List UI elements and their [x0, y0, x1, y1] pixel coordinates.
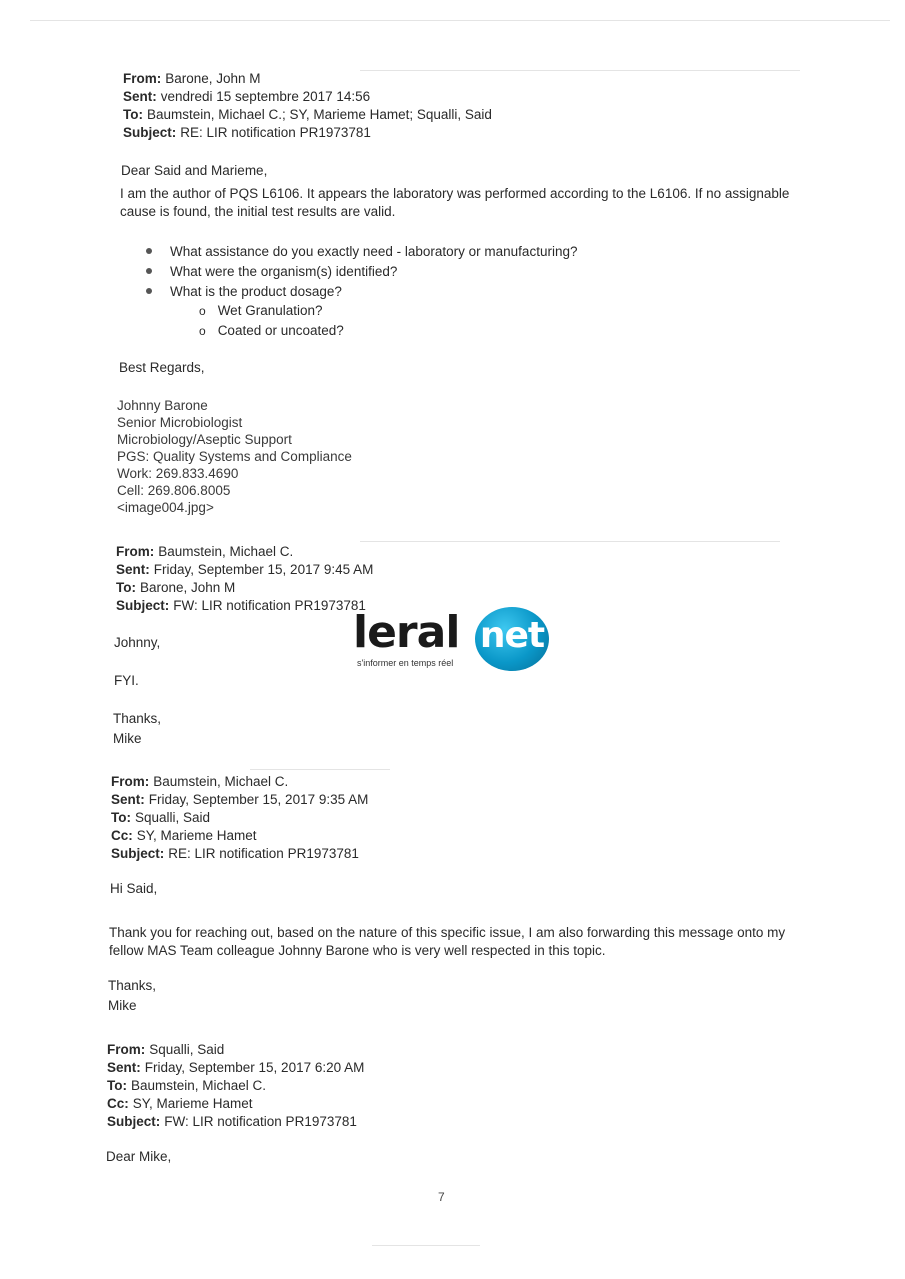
- email4-subject-line: [107, 1113, 364, 1131]
- email1-bullet-3: [146, 283, 342, 301]
- signature-cell-phone: Cell: 269.806.8005: [117, 483, 231, 498]
- email4-subject: FW: LIR notification PR1973781: [164, 1114, 357, 1129]
- email2-from: Baumstein, Michael C.: [158, 544, 294, 559]
- separator-line: [250, 769, 390, 770]
- email2-to: Barone, John M: [140, 580, 236, 595]
- email1-to-line: [123, 106, 492, 124]
- logo-tagline: s'informer en temps réel: [357, 658, 454, 668]
- email2-to-line: [116, 579, 373, 597]
- email3-header: [111, 773, 368, 863]
- from-label: From:: [116, 544, 155, 559]
- sent-label: Sent:: [116, 562, 150, 577]
- to-label: To:: [111, 810, 131, 825]
- subject-label: Subject:: [111, 846, 165, 861]
- from-label: From:: [123, 71, 162, 86]
- leral-logo-watermark: [353, 605, 553, 675]
- email4-header: [107, 1041, 364, 1131]
- email1-greeting: Dear Said and Marieme,: [121, 163, 268, 178]
- email3-cc: SY, Marieme Hamet: [136, 828, 257, 843]
- sent-label: Sent:: [107, 1060, 141, 1075]
- subject-label: Subject:: [123, 125, 177, 140]
- email1-bullet-2: [146, 263, 397, 281]
- to-label: To:: [107, 1078, 127, 1093]
- email1-bullet-1: [146, 243, 577, 261]
- sub-bullet-text: Coated or uncoated?: [217, 323, 344, 338]
- email2-sent: Friday, September 15, 2017 9:45 AM: [153, 562, 374, 577]
- email2-name: Mike: [113, 731, 142, 746]
- signature-name: Johnny Barone: [117, 398, 208, 413]
- subject-label: Subject:: [116, 598, 170, 613]
- scan-edge-line: [372, 1245, 480, 1246]
- sub-bullet-text: Wet Granulation?: [217, 303, 323, 318]
- sub-bullet-marker: o: [199, 304, 206, 318]
- email3-closing: Thanks,: [108, 978, 157, 993]
- page-number: 7: [438, 1190, 445, 1204]
- email3-from: Baumstein, Michael C.: [153, 774, 289, 789]
- signature-work-phone: Work: 269.833.4690: [117, 466, 239, 481]
- email1-sent: vendredi 15 septembre 2017 14:56: [160, 89, 371, 104]
- email3-sent-line: [111, 791, 368, 809]
- sub-bullet-marker: o: [199, 324, 206, 338]
- email2-body: FYI.: [114, 673, 139, 688]
- email1-subject-line: [123, 124, 492, 142]
- logo-badge-circle: [475, 607, 549, 671]
- email3-cc-line: [111, 827, 368, 845]
- email1-header: [123, 70, 492, 142]
- email3-to-line: [111, 809, 368, 827]
- email1-sent-line: [123, 88, 492, 106]
- email2-closing: Thanks,: [113, 711, 162, 726]
- email4-greeting: Dear Mike,: [106, 1149, 172, 1164]
- signature-image-placeholder: <image004.jpg>: [117, 500, 214, 515]
- separator-line: [360, 541, 780, 542]
- email1-from-line: [123, 70, 492, 88]
- email4-to-line: [107, 1077, 364, 1095]
- bullet-text: What is the product dosage?: [170, 284, 342, 299]
- email3-from-line: [111, 773, 368, 791]
- signature-group: PGS: Quality Systems and Compliance: [117, 449, 352, 464]
- email4-sent: Friday, September 15, 2017 6:20 AM: [144, 1060, 365, 1075]
- email3-to: Squalli, Said: [135, 810, 211, 825]
- signature-title: Senior Microbiologist: [117, 415, 243, 430]
- email3-subject-line: [111, 845, 368, 863]
- sent-label: Sent:: [111, 792, 145, 807]
- from-label: From:: [111, 774, 150, 789]
- bullet-dot-icon: [146, 248, 152, 254]
- email4-from: Squalli, Said: [149, 1042, 225, 1057]
- email1-from: Barone, John M: [165, 71, 261, 86]
- subject-label: Subject:: [107, 1114, 161, 1129]
- email2-subject-line: [116, 597, 373, 615]
- cc-label: Cc:: [107, 1096, 129, 1111]
- email3-greeting: Hi Said,: [110, 881, 158, 896]
- email1-body: I am the author of PQS L6106. It appears the laboratory was performed according to the L6106. If no assignable cause is found, the initial test results are valid.: [120, 186, 790, 219]
- to-label: To:: [123, 107, 143, 122]
- email3-body: Thank you for reaching out, based on the nature of this specific issue, I am also forwarding this message onto my fellow MAS Team colleague Johnny Barone who is very well respected in this topic.: [109, 925, 786, 958]
- email4-sent-line: [107, 1059, 364, 1077]
- email1-to: Baumstein, Michael C.; SY, Marieme Hamet; Squalli, Said: [147, 107, 492, 122]
- bullet-text: What were the organism(s) identified?: [170, 264, 398, 279]
- email4-to: Baumstein, Michael C.: [131, 1078, 267, 1093]
- logo-badge-text: net: [479, 615, 545, 656]
- sent-label: Sent:: [123, 89, 157, 104]
- cc-label: Cc:: [111, 828, 133, 843]
- email4-cc-line: [107, 1095, 364, 1113]
- email1-sub-bullet-1: [199, 302, 323, 320]
- email1-sub-bullet-2: [199, 322, 344, 340]
- logo-word: leral: [353, 607, 460, 658]
- email1-subject: RE: LIR notification PR1973781: [180, 125, 371, 140]
- email4-from-line: [107, 1041, 364, 1059]
- email4-cc: SY, Marieme Hamet: [132, 1096, 253, 1111]
- email1-signature: [117, 397, 352, 516]
- email2-subject: FW: LIR notification PR1973781: [173, 598, 366, 613]
- email2-sent-line: [116, 561, 373, 579]
- email3-sent: Friday, September 15, 2017 9:35 AM: [148, 792, 369, 807]
- email2-greeting: Johnny,: [114, 635, 161, 650]
- from-label: From:: [107, 1042, 146, 1057]
- bullet-dot-icon: [146, 288, 152, 294]
- email3-name: Mike: [108, 998, 137, 1013]
- email2-header: [116, 543, 373, 615]
- email1-closing: Best Regards,: [119, 360, 205, 375]
- email2-from-line: [116, 543, 373, 561]
- to-label: To:: [116, 580, 136, 595]
- bullet-dot-icon: [146, 268, 152, 274]
- bullet-text: What assistance do you exactly need - laboratory or manufacturing?: [170, 244, 578, 259]
- signature-department: Microbiology/Aseptic Support: [117, 432, 292, 447]
- scan-edge-line: [30, 20, 890, 21]
- email3-subject: RE: LIR notification PR1973781: [168, 846, 359, 861]
